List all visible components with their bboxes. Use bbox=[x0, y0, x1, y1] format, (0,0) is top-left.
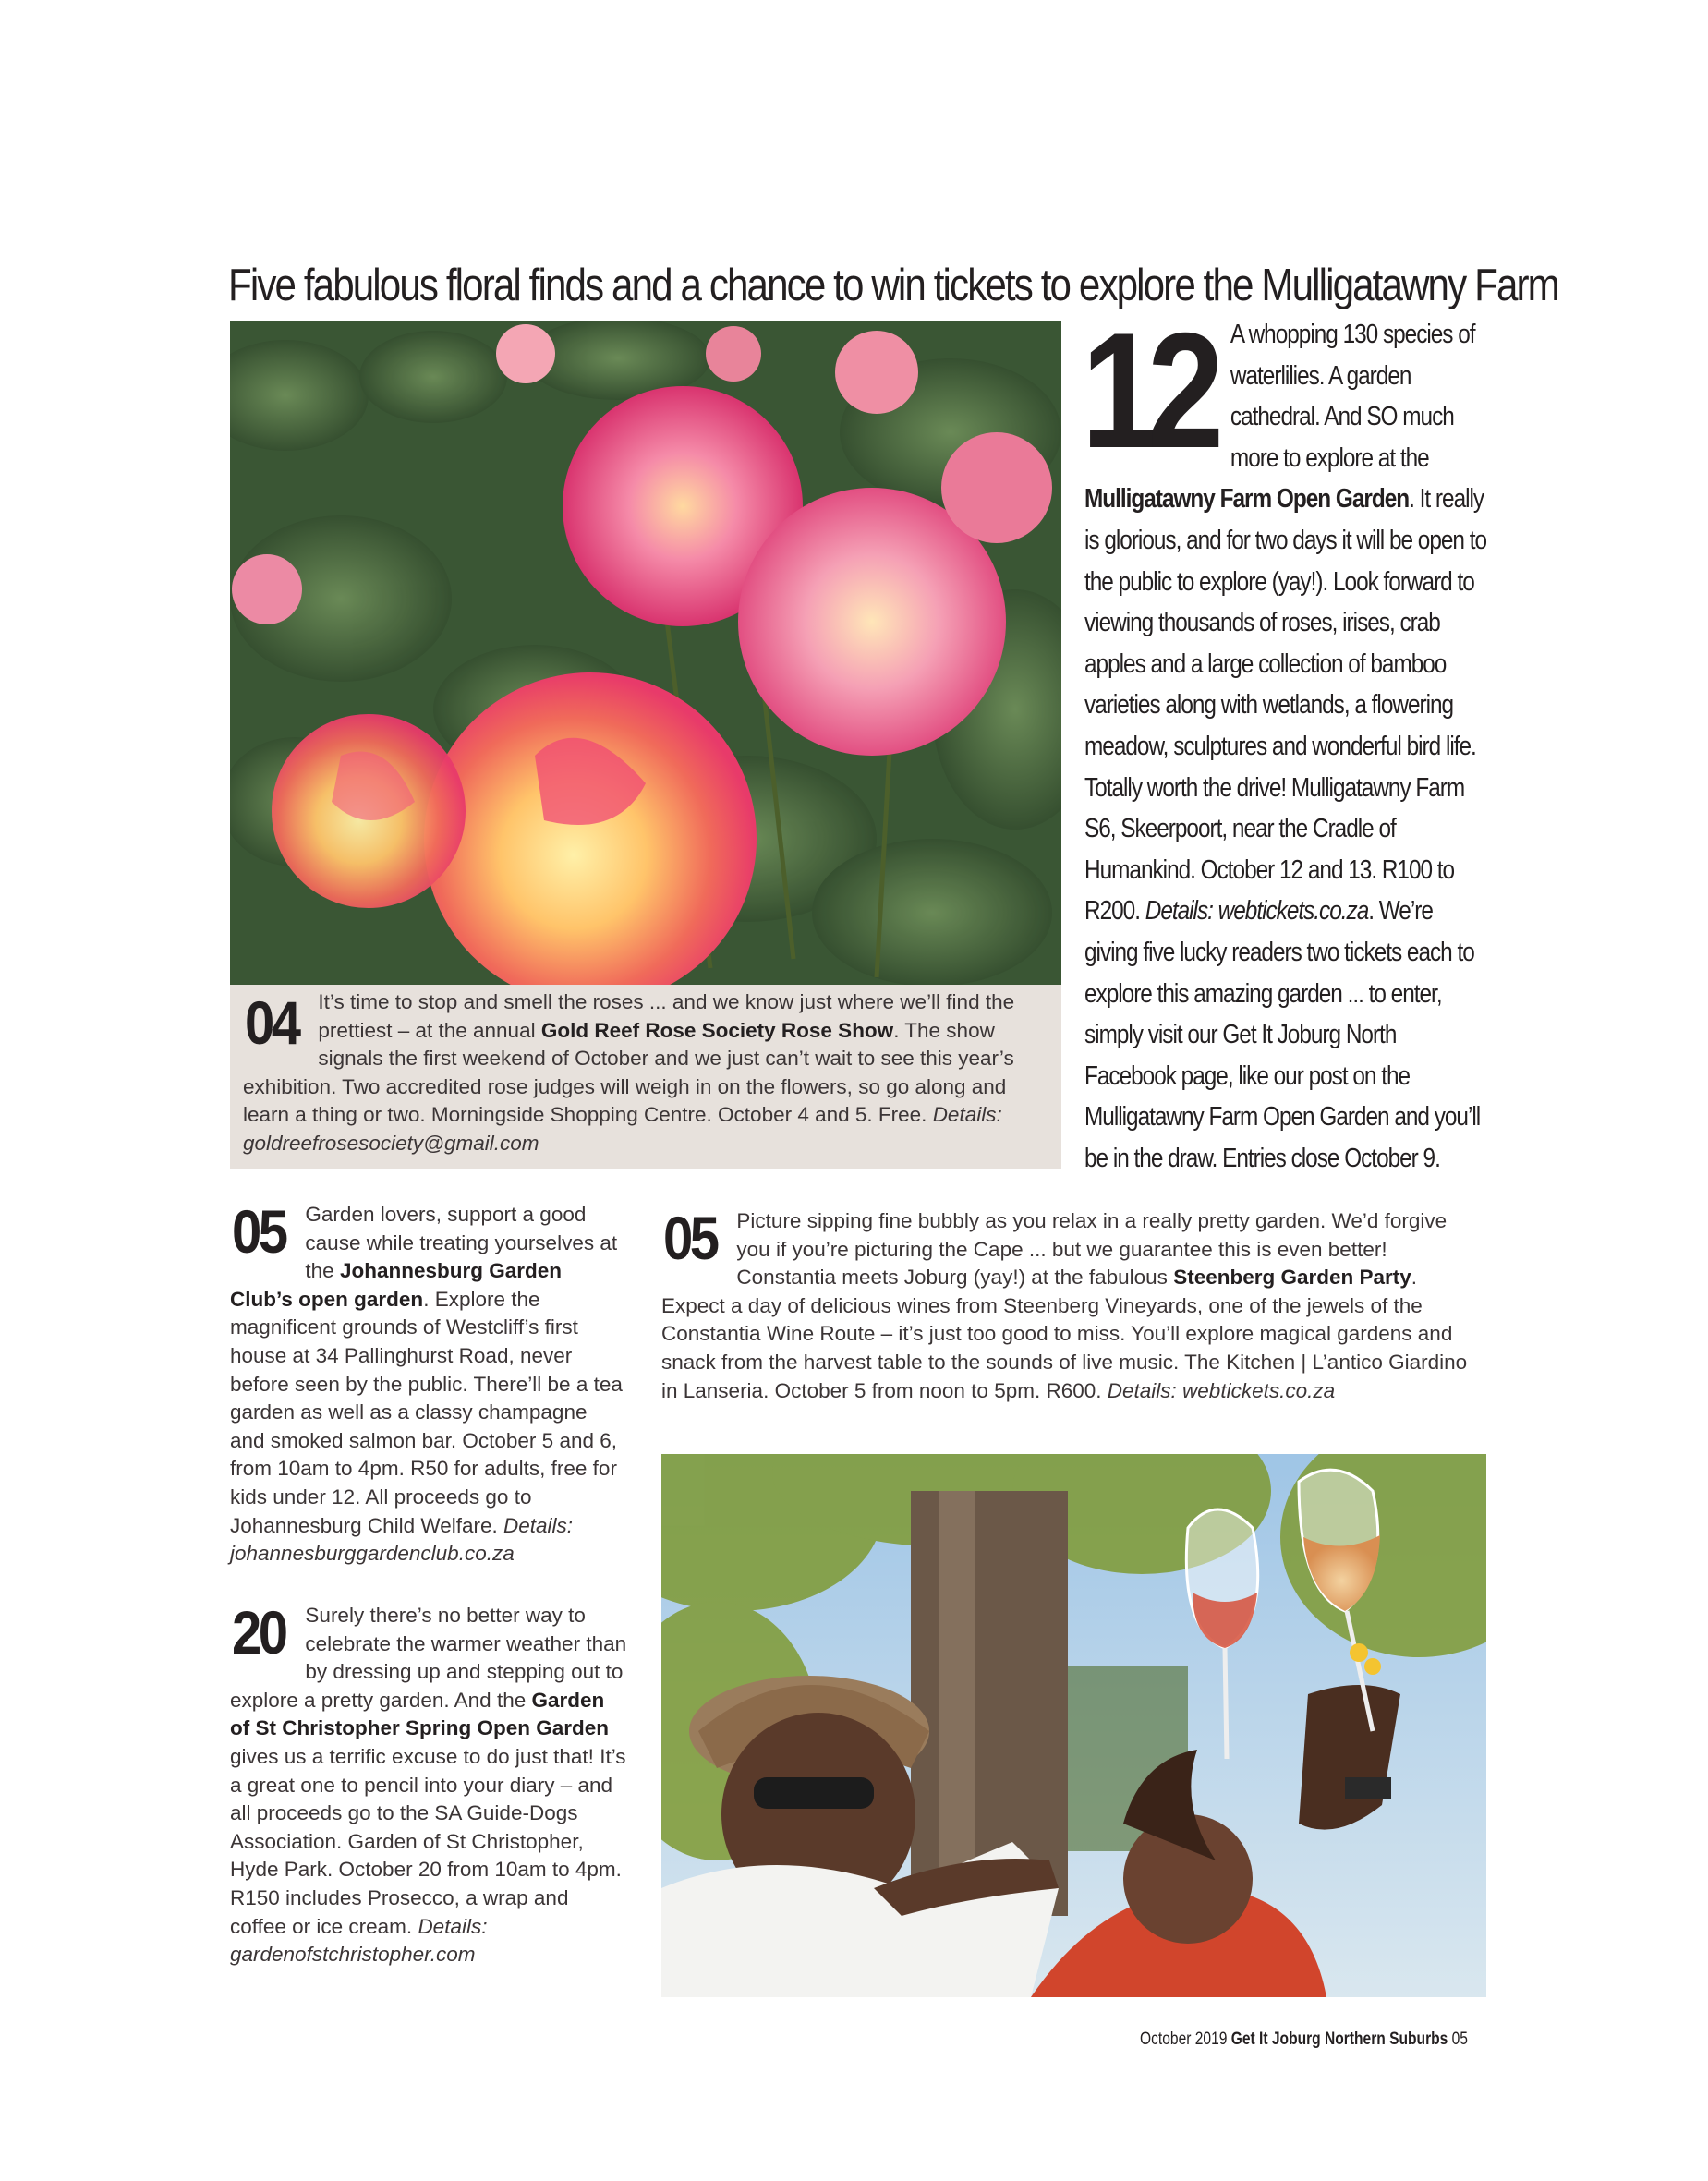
garden-club-name: Johannesburg Garden Club’s open garden bbox=[230, 1259, 562, 1311]
st-christopher-body: gives us a terrific excuse to do just that! It’s a great one to pencil into your diary – and all proceeds go to the SA Guide-Dogs Association. Garden of St Christopher, Hyde Park. October 20 from 10am to 4pm. R150 includes Prosecco, a wrap and coffee or ice cream. bbox=[230, 1744, 626, 1938]
mulligatawny-details: Details: webtickets.co.za bbox=[1145, 896, 1369, 927]
mulligatawny-name: Mulligatawny Farm Open Garden bbox=[1084, 484, 1410, 515]
steenberg-details: Details: webtickets.co.za bbox=[1107, 1378, 1336, 1402]
rose-show-body: . The show signals the first weekend of October and we just can’t wait to see this year’s exhibition. Two accredited rose judges will weigh in on the flowers, so go along and learn a thing or two. Morningside Shopping Centre. October 4 and 5. Free. bbox=[243, 1018, 1014, 1126]
mulligatawny-period: . bbox=[1368, 896, 1375, 927]
garden-club-body: . Explore the magnificent grounds of Westcliff’s first house at 34 Pallinghurst Road, never before seen by the public. There’ll be a tea garden as well as a classy champagne and smoked salmon bar. October 5 and 6, from 10am to 4pm. R50 for adults, free for kids under 12. All proceeds go to Johannesburg Child Welfare. bbox=[230, 1287, 623, 1537]
rose-photo bbox=[230, 321, 1061, 985]
st-christopher-details: Details: gardenofstchristopher.com bbox=[230, 1914, 488, 1967]
rose-show-intro: It’s time to stop and smell the roses ... and we know just where we’ll find the prettiest – at the annual bbox=[318, 990, 1015, 1042]
steenberg-body: . Expect a day of delicious wines from Steenberg Vineyards, one of the jewels of the Constantia Wine Route – it’s just too good to miss. You’ll explore magical gardens and snack from the harvest table to the sounds of live music. The Kitchen | L’antico Giardino in Lanseria. October 5 from noon to 5pm. R600. bbox=[661, 1266, 1468, 1402]
footer-page-number: 05 bbox=[1448, 2030, 1468, 2049]
item-number-20: 20 bbox=[232, 1598, 285, 1666]
rose-show-details: Details: goldreefrosesociety@gmail.com bbox=[243, 1103, 1002, 1155]
steenberg-item bbox=[661, 1204, 1474, 1405]
mulligatawny-competition: We’re giving five lucky readers two tickets each to explore this amazing garden ... to enter, simply visit our Get It Joburg North Facebook page, like our post on the Mulligatawny Farm Open Garden and you’ll be in the draw. Entries close October 9. bbox=[1084, 896, 1481, 1173]
steenberg-intro: Picture sipping fine bubbly as you relax in a really pretty garden. We’d forgive you if you’re picturing the Cape ... but we guarantee this is even better! Constantia meets Joburg (yay!) at the fabulous bbox=[736, 1209, 1448, 1290]
garden-club-intro: Garden lovers, support a good cause while treating yourselves at the bbox=[305, 1203, 618, 1283]
mulligatawny-item bbox=[1081, 298, 1491, 1179]
page-footer bbox=[1140, 2028, 1468, 2052]
rose-show-item bbox=[230, 985, 1061, 1169]
st-christopher-intro: Surely there’s no better way to celebrate the warmer weather than by dressing up and stepping out to explore a pretty garden. And the bbox=[230, 1604, 627, 1712]
item-number-05-garden-club: 05 bbox=[232, 1197, 285, 1266]
garden-club-item bbox=[230, 1197, 627, 1569]
item-number-04: 04 bbox=[245, 988, 298, 1057]
steenberg-name: Steenberg Garden Party bbox=[1173, 1266, 1411, 1290]
page-headline: Five fabulous floral finds and a chance to win tickets to explore the Mulligatawny Farm bbox=[228, 261, 1558, 310]
st-christopher-item bbox=[230, 1598, 627, 1969]
wine-toast-photo bbox=[661, 1454, 1486, 1997]
st-christopher-name: Garden of St Christopher Spring Open Garden bbox=[230, 1688, 610, 1740]
footer-publication: Get It Joburg Northern Suburbs bbox=[1230, 2030, 1448, 2049]
footer-date: October 2019 bbox=[1140, 2030, 1231, 2049]
mulligatawny-intro: A whopping 130 species of waterlilies. A garden cathedral. And SO much more to explore at the bbox=[1230, 320, 1475, 473]
item-number-05-steenberg: 05 bbox=[663, 1204, 717, 1272]
mulligatawny-body: . It really is glorious, and for two days it will be open to the public to explore (yay!). Look forward to viewing thousands of roses, irises, crab apples and a large collection of bamboo varieties along with wetlands, a flowering meadow, sculptures and wonderful bird life. Totally worth the drive! Mulligatawny Farm S6, Skeerpoort, near the Cradle of Humankind. October 12 and 13. R100 to R200. bbox=[1084, 484, 1487, 927]
item-number-12: 12 bbox=[1081, 298, 1214, 482]
garden-club-details: Details: johannesburggardenclub.co.za bbox=[230, 1513, 574, 1566]
rose-photo-illustration bbox=[230, 321, 1061, 985]
rose-show-name: Gold Reef Rose Society Rose Show bbox=[540, 1018, 894, 1042]
wine-toast-illustration bbox=[661, 1454, 1486, 1997]
